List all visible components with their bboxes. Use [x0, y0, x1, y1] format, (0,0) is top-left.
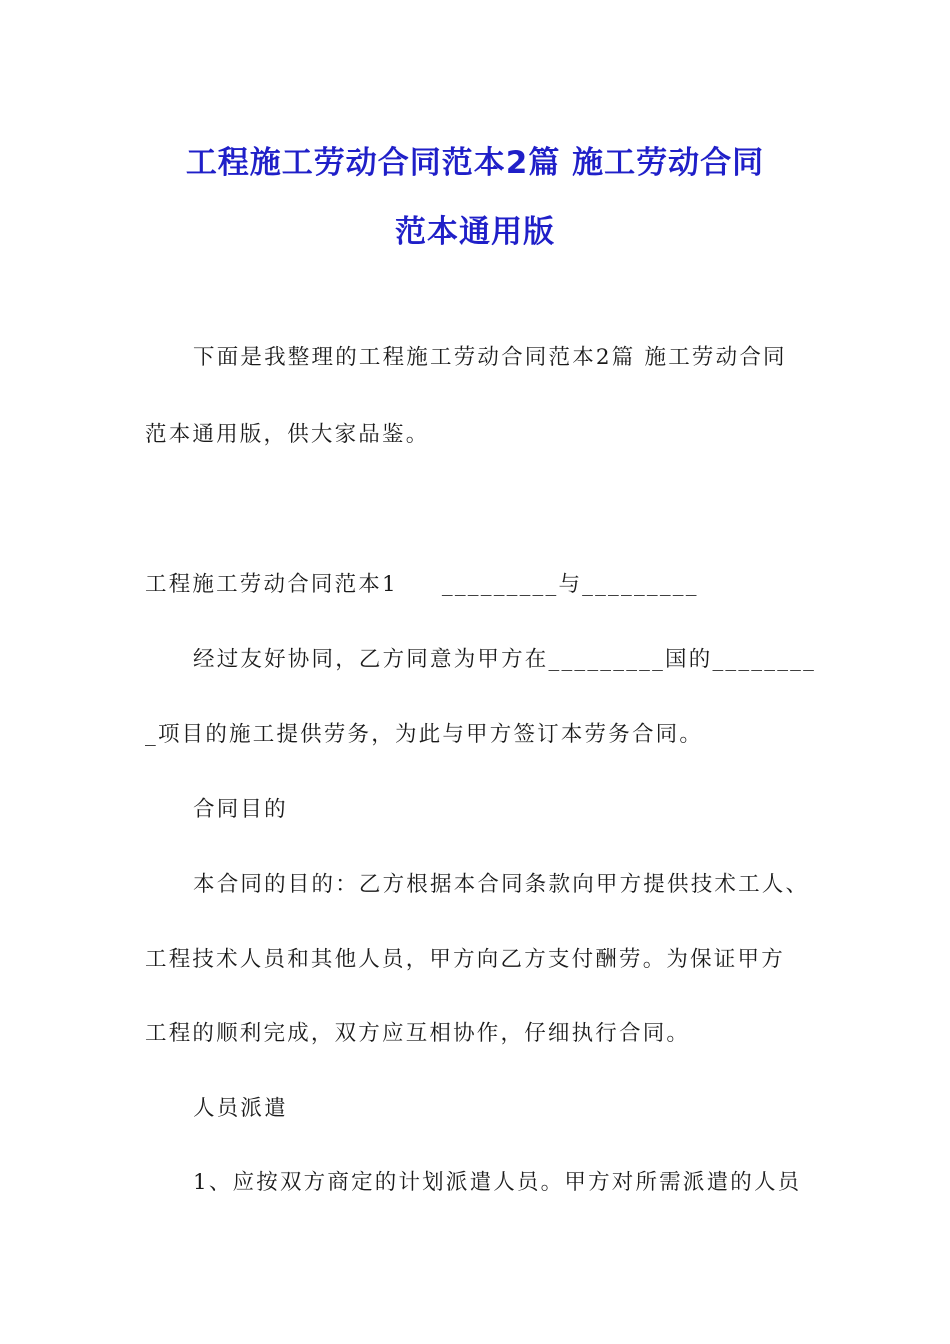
section-heading-purpose: 合同目的 — [193, 797, 288, 822]
paragraph-2-line-3: 工程的顺利完成，双方应互相协作，仔细执行合同。 — [145, 1021, 691, 1046]
document-title-line-2: 范本通用版 — [395, 214, 555, 250]
paragraph-1-line-1: 经过友好协同，乙方同意为甲方在_________国的________ — [193, 647, 817, 672]
intro-paragraph-line-1: 下面是我整理的工程施工劳动合同范本2篇 施工劳动合同 — [193, 345, 787, 370]
paragraph-2-line-1: 本合同的目的：乙方根据本合同条款向甲方提供技术工人、 — [193, 872, 810, 897]
contract-heading-row — [145, 570, 699, 600]
section-heading-staff: 人员派遣 — [193, 1096, 288, 1121]
contract-heading: 工程施工劳动合同范本1 — [145, 572, 398, 597]
document-title-line-1: 工程施工劳动合同范本2篇 施工劳动合同 — [185, 145, 765, 181]
intro-paragraph-line-2: 范本通用版，供大家品鉴。 — [145, 422, 430, 447]
paragraph-2-line-2: 工程技术人员和其他人员，甲方向乙方支付酬劳。为保证甲方 — [145, 947, 785, 972]
paragraph-1-line-2: _项目的施工提供劳务，为此与甲方签订本劳务合同。 — [145, 722, 704, 747]
contract-parties-blank: _________与_________ — [441, 572, 699, 597]
paragraph-3-line-1: 1、应按双方商定的计划派遣人员。甲方对所需派遣的人员 — [193, 1170, 802, 1195]
